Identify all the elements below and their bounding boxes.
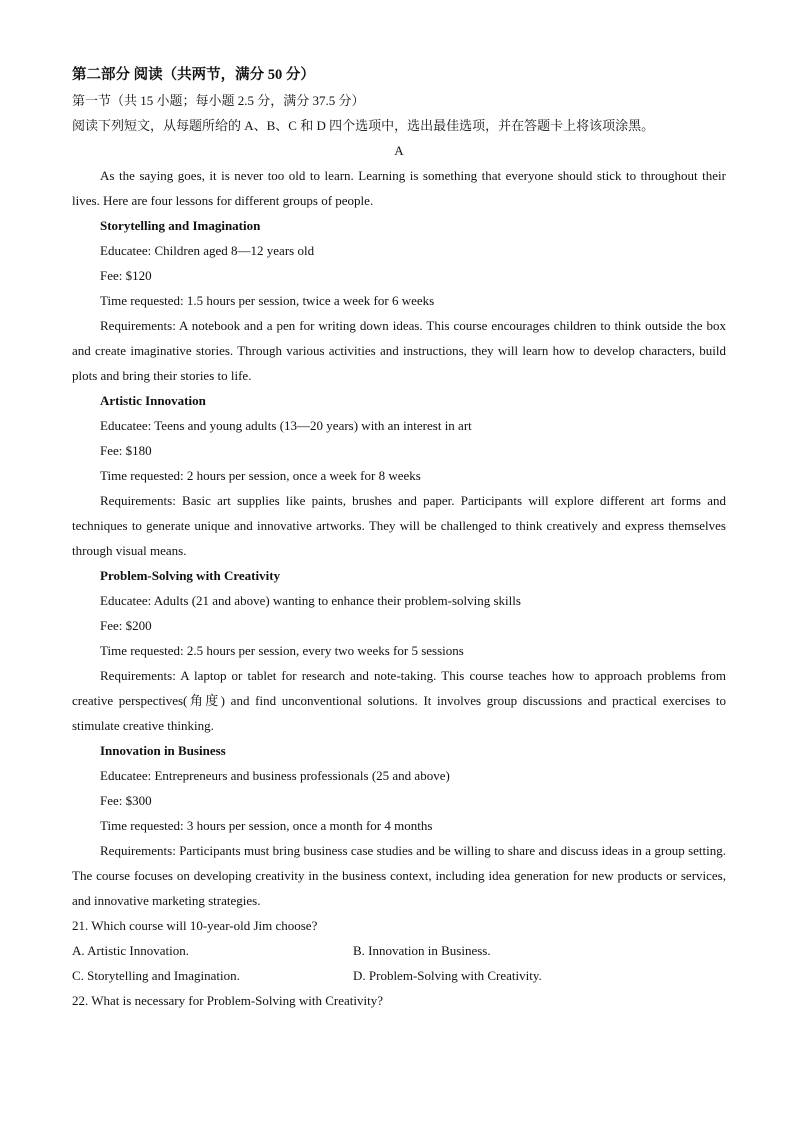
option-d[interactable]: D. Problem-Solving with Creativity. [353,968,542,983]
course-time: Time requested: 3 hours per session, once a month for 4 months [100,818,433,833]
part-title: 第二部分 阅读（共两节，满分 50 分） [72,67,315,83]
question-21 [72,913,726,988]
section-title: 第一节（共 15 小题；每小题 2.5 分，满分 37.5 分） [72,93,365,108]
course-requirements: Requirements: Basic art supplies like paints, brushes and paper. Participants will explore different art forms and techniques to generate unique and innovative artworks. They will be challenged to think creatively and express themselves through visual means. [72,493,726,558]
course-fee: Fee: $200 [100,618,152,633]
course-title: Artistic Innovation [100,393,206,408]
option-c[interactable]: C. Storytelling and Imagination. [72,968,240,983]
course-block [72,563,726,738]
course-time: Time requested: 1.5 hours per session, twice a week for 6 weeks [100,293,435,308]
exam-content [72,63,726,1013]
options-row [72,938,726,963]
course-fee: Fee: $300 [100,793,152,808]
course-educatee: Educatee: Entrepreneurs and business professionals (25 and above) [100,768,450,783]
course-requirements: Requirements: Participants must bring business case studies and be willing to share and discuss ideas in a group setting. The course focuses on developing creativity in the business context, including idea generation for new products or services, and innovative marketing strategies. [72,843,726,908]
course-block [72,213,726,388]
course-educatee: Educatee: Children aged 8—12 years old [100,243,315,258]
course-block [72,388,726,563]
course-educatee: Educatee: Teens and young adults (13—20 years) with an interest in art [100,418,472,433]
course-block [72,738,726,913]
course-time: Time requested: 2.5 hours per session, every two weeks for 5 sessions [100,643,464,658]
options-row [72,963,726,988]
course-requirements: Requirements: A notebook and a pen for writing down ideas. This course encourages children to think outside the box and create imaginative stories. Through various activities and instructions, they will learn how to develop characters, build plots and bring their stories to life. [72,318,726,383]
course-time: Time requested: 2 hours per session, once a week for 8 weeks [100,468,421,483]
passage-label: A [394,143,404,158]
passage-intro: As the saying goes, it is never too old to learn. Learning is something that everyone should stick to throughout their lives. Here are four lessons for different groups of people. [72,168,726,208]
course-requirements: Requirements: A laptop or tablet for research and note-taking. This course teaches how to approach problems from creative perspectives(角度) and find unconventional solutions. It involves group discussions and practical exercises to stimulate creative thinking. [72,668,726,733]
question-22 [72,988,726,1013]
course-title: Storytelling and Imagination [100,218,261,233]
question-stem: 22. What is necessary for Problem-Solving with Creativity? [72,993,383,1008]
course-educatee: Educatee: Adults (21 and above) wanting to enhance their problem-solving skills [100,593,521,608]
question-stem: 21. Which course will 10-year-old Jim choose? [72,918,318,933]
course-title: Innovation in Business [100,743,226,758]
option-a[interactable]: A. Artistic Innovation. [72,943,189,958]
course-title: Problem-Solving with Creativity [100,568,281,583]
course-fee: Fee: $180 [100,443,152,458]
option-b[interactable]: B. Innovation in Business. [353,943,491,958]
course-fee: Fee: $120 [100,268,152,283]
instructions: 阅读下列短文，从每题所给的 A、B、C 和 D 四个选项中，选出最佳选项，并在答题卡上将该项涂黑。 [72,118,655,133]
